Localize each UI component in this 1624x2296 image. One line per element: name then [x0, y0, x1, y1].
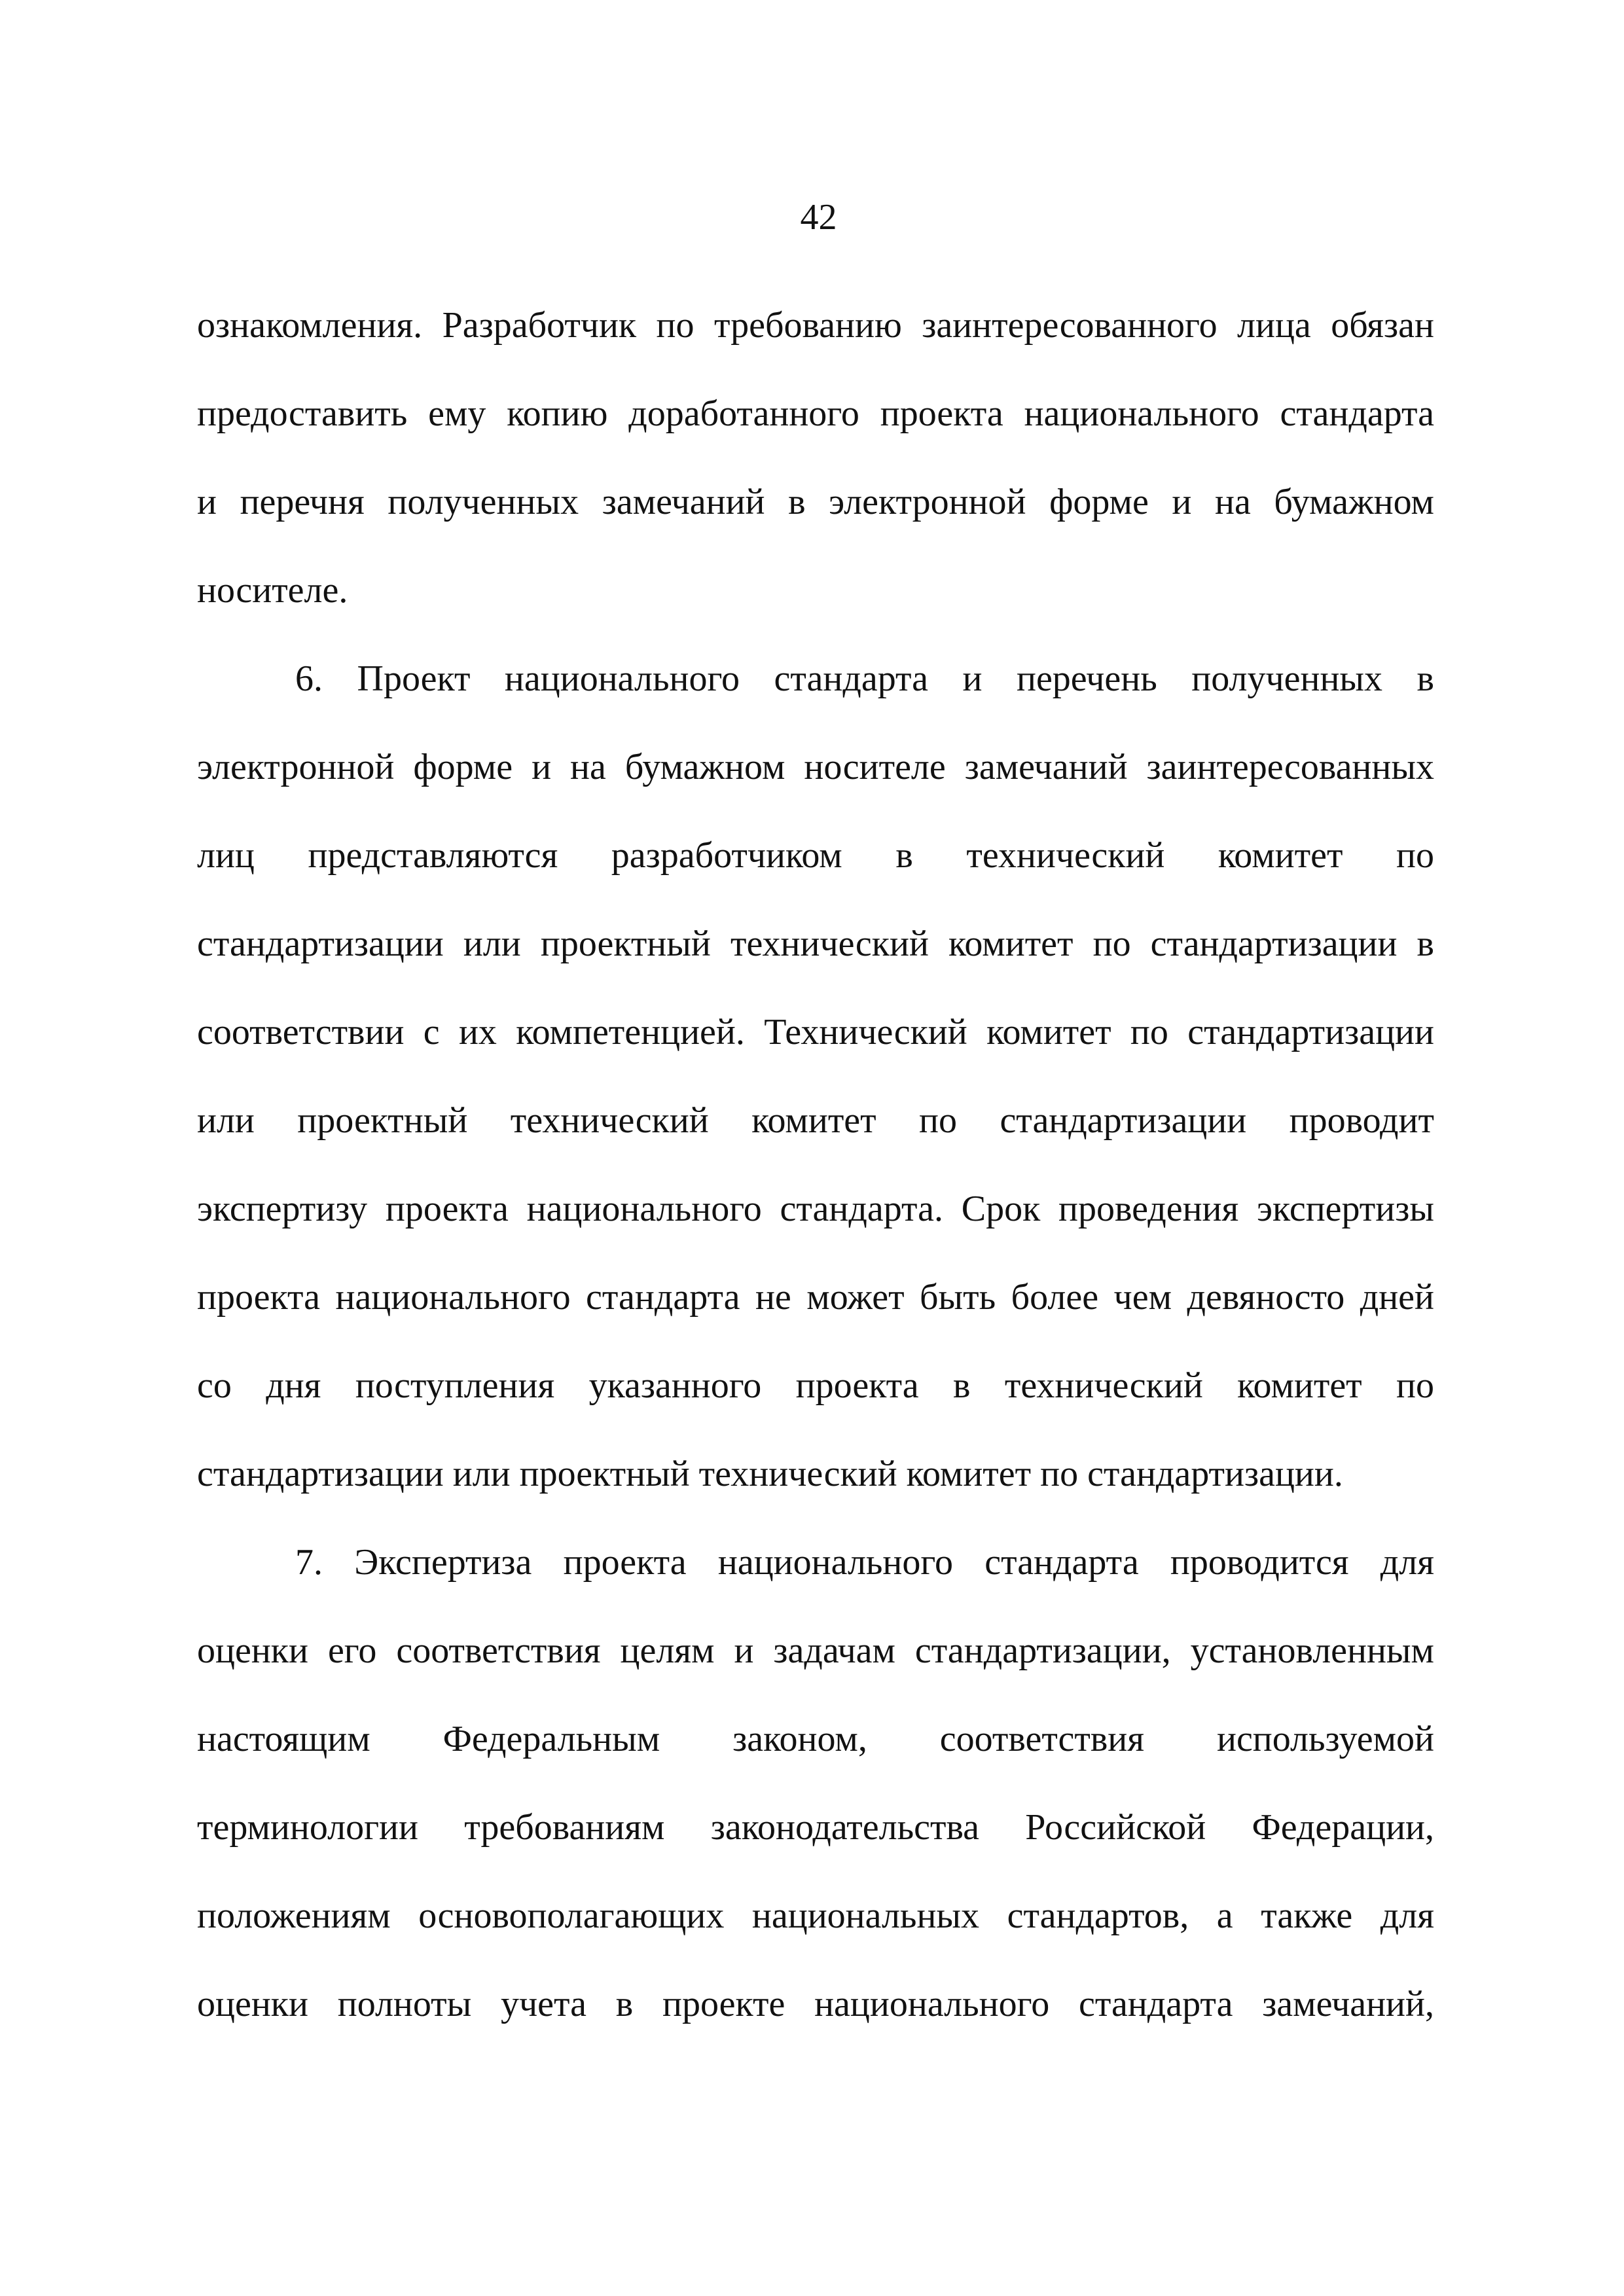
text-line: лиц представляются разработчиком в технический комитет по: [197, 835, 1434, 876]
text-line: стандартизации или проектный технический комитет по стандартизации.: [197, 1454, 1343, 1494]
text-line: электронной форме и на бумажном носителе замечаний заинтересованных: [197, 747, 1434, 787]
paragraph: [197, 1518, 1434, 2049]
paragraph: [197, 635, 1434, 1518]
text-line: или проектный технический комитет по стандартизации проводит: [197, 1100, 1434, 1141]
text-line: ознакомления. Разработчик по требованию заинтересованного лица обязан: [197, 305, 1434, 346]
text-line: экспертизу проекта национального стандарта. Срок проведения экспертизы: [197, 1189, 1434, 1229]
text-line: настоящим Федеральным законом, соответствия используемой: [197, 1719, 1434, 1759]
text-line: носителе.: [197, 570, 348, 611]
text-line: предоставить ему копию доработанного проекта национального стандарта: [197, 393, 1434, 434]
document-body: [197, 281, 1434, 2049]
text-line: и перечня полученных замечаний в электронной форме и на бумажном: [197, 482, 1434, 522]
text-line: 7. Экспертиза проекта национального стандарта проводится для: [295, 1542, 1434, 1583]
text-line: проекта национального стандарта не может быть более чем девяносто дней: [197, 1277, 1434, 1318]
text-line: 6. Проект национального стандарта и перечень полученных в: [295, 658, 1434, 699]
text-line: стандартизации или проектный технический комитет по стандартизации в: [197, 924, 1434, 964]
text-line: оценки полноты учета в проекте национального стандарта замечаний,: [197, 1984, 1434, 2024]
paragraph: [197, 281, 1434, 635]
text-line: со дня поступления указанного проекта в технический комитет по: [197, 1365, 1434, 1406]
page-number: 42: [800, 197, 837, 238]
text-line: оценки его соответствия целям и задачам стандартизации, установленным: [197, 1630, 1434, 1671]
text-line: положениям основополагающих национальных стандартов, а также для: [197, 1895, 1434, 1936]
text-line: терминологии требованиям законодательства Российской Федерации,: [197, 1807, 1434, 1848]
text-line: соответствии с их компетенцией. Технический комитет по стандартизации: [197, 1012, 1434, 1052]
